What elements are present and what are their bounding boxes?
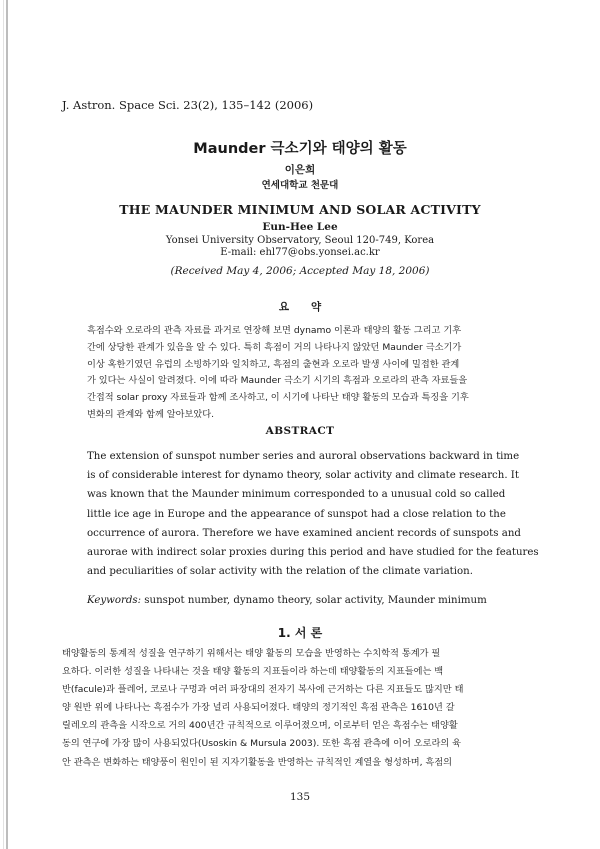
english-abstract-line: is of considerable interest for dynamo theory, solar activity and climate research. It (87, 470, 519, 482)
body-line: 양 원반 위에 나타나는 흑점수가 가장 널리 사용되어졌다. 태양의 정기적인 흑점 관측은 1610년 갈 (62, 702, 455, 714)
body-line: 반(facule)과 플레어, 코로나 구멍과 여러 파장대의 전자기 복사에 근거하는 다른 지표들도 많지만 태 (62, 684, 464, 696)
korean-abstract-line: 가 있다는 사실이 알려졌다. 이에 따라 Maunder 극소기 시기의 흑점과 오로라의 관측 자료들을 (87, 375, 468, 387)
page-number: 135 (289, 791, 311, 803)
korean-affiliation: 연세대학교 천문대 (261, 180, 339, 191)
body-line: 동의 연구에 가장 많이 사용되었다(Usoskin & Mursula 2003). 또한 흑점 관측에 이어 오로라의 육 (62, 738, 462, 750)
received-dates: (Received May 4, 2006; Accepted May 18, 2006) (170, 265, 430, 277)
keywords (87, 595, 487, 606)
english-abstract-line: little ice age in Europe and the appearance of sunspot had a close relation to the (87, 508, 506, 520)
body-line: 릴레오의 관측을 시작으로 거의 400년간 규칙적으로 이루어졌으며, 이로부터 얻은 흑점수는 태양활 (62, 720, 458, 732)
korean-abstract-line: 흑점수와 오로라의 관측 자료를 과거로 연장해 보면 dynamo 이론과 태양의 활동 그리고 기후 (87, 325, 462, 336)
korean-abstract-line: 간접적 solar proxy 자료들과 함께 조사하고, 이 시기에 나타난 태양 활동의 모습과 특징을 기후 (87, 392, 469, 404)
keywords-label: Keywords: (87, 595, 142, 606)
korean-abstract (87, 323, 514, 424)
english-abstract-line: occurrence of aurora. Therefore we have examined ancient records of sunspots and (87, 527, 521, 539)
korean-author: 이은희 (284, 164, 316, 176)
keywords-text: sunspot number, dynamo theory, solar activity, Maunder minimum (144, 595, 487, 606)
english-abstract (87, 447, 539, 581)
english-abstract-line: The extension of sunspot number series and auroral observations backward in time (87, 451, 520, 462)
korean-abstract-line: 간에 상당한 관계가 있음을 알 수 있다. 특히 흑점이 거의 나타나지 않았던 Maunder 극소기가 (87, 341, 462, 353)
introduction-body (62, 645, 538, 772)
english-abstract-line: and peculiarities of solar activity with the relation of the climate variation. (87, 566, 473, 578)
english-abstract-line: aurorae with indirect solar proxies during this period and have studied for the features (87, 547, 539, 559)
body-line: 안 관측은 변화하는 태양풍이 원인이 된 지자기활동을 반영하는 규칙적인 계열을 형성하며, 흑점의 (62, 756, 453, 768)
english-abstract-heading: ABSTRACT (265, 425, 335, 437)
english-author: Eun-Hee Lee (262, 221, 338, 233)
body-line: 요하다. 이러한 성질을 나타내는 것을 태양 활동의 지표들이라 하는데 태양활동의 지표들에는 백 (62, 666, 444, 678)
korean-title: Maunder 극소기와 태양의 활동 (193, 141, 407, 157)
korean-abstract-heading: 요약 (278, 301, 344, 313)
section-heading-introduction: 1. 서 론 (277, 626, 323, 640)
english-abstract-line: was known that the Maunder minimum corresponded to a unusual cold so called (87, 489, 506, 501)
body-line: 태양활동의 통계적 성질을 연구하기 위해서는 태양 활동의 모습을 반영하는 수치학적 통계가 필 (62, 648, 441, 659)
author-email: E-mail: ehl77@obs.yonsei.ac.kr (220, 247, 380, 258)
korean-abstract-line: 변화의 관계와 함께 알아보았다. (87, 408, 215, 420)
english-affiliation: Yonsei University Observatory, Seoul 120-749, Korea (165, 235, 435, 246)
korean-abstract-line: 이상 혹한기였던 유럽의 소빙하기와 일치하고, 흑점의 출현과 오로라 발생 사이에 밀접한 관계 (87, 358, 460, 370)
english-title: THE MAUNDER MINIMUM AND SOLAR ACTIVITY (119, 202, 481, 217)
journal-reference: J. Astron. Space Sci. 23(2), 135–142 (2006) (62, 98, 314, 112)
